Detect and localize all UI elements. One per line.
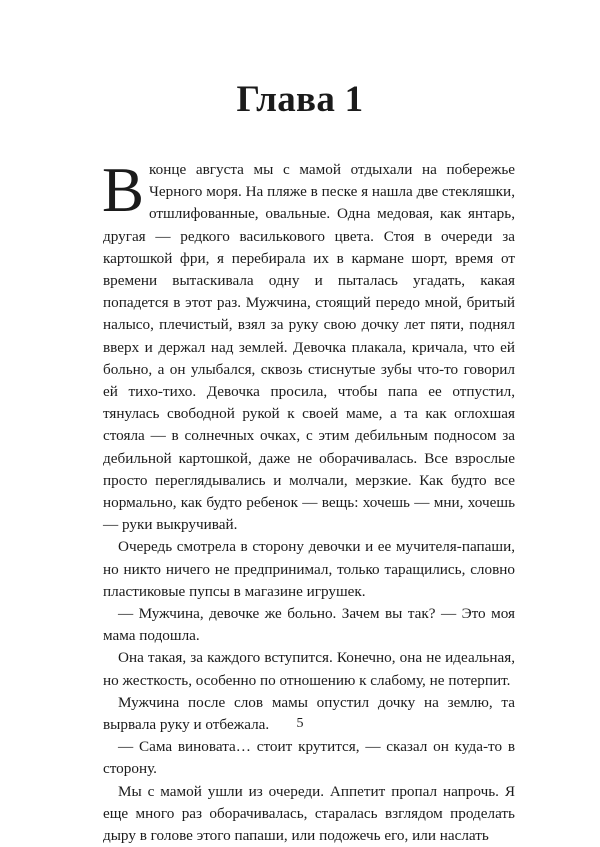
paragraph-5: Мужчина после слов мамы опустил дочку на землю, та вырвала руку и отбежала.: [103, 693, 515, 734]
paragraph-6: — Сама виновата… стоит крутится, — сказал он куда-то в сторону.: [103, 738, 515, 778]
paragraph-1: [102, 155, 515, 536]
page-number: 5: [296, 716, 304, 731]
paragraph-3: — Мужчина, девочке же больно. Зачем вы так? — Это моя мама подошла.: [103, 605, 515, 645]
drop-cap: В: [102, 155, 145, 225]
paragraph-2: Очередь смотрела в сторону девочки и ее мучителя-папаши, но никто ничего не предпринимал, только таращились, словно пластиковые пупсы в магазине игрушек.: [103, 538, 515, 600]
paragraph-7: Мы с мамой ушли из очереди. Аппетит пропал напрочь. Я еще много раз оборачивалась, старалась взглядом проделать дыру в голове этого папаши, или подожечь его, или наслать: [103, 782, 515, 845]
chapter-body: [102, 155, 515, 847]
paragraph-4: Она такая, за каждого вступится. Конечно, она не идеальная, но жесткость, особенно по отношению к слабому, не потерпит.: [103, 649, 515, 689]
paragraph-1-text: конце августа мы с мамой отдыхали на побережье Черного моря. На пляже в песке я нашла две стекляшки, отшлифованные, овальные. Одна медовая, как янтарь, другая — редкого василькового цвета. Стоя в очереди за картошкой фри, я перебирала их в кармане шорт, время от времени вытаскивала одну и пыталась угадать, какая попадется в этот раз. Мужчина, стоящий передо мной, бритый налысо, плечистый, взял за руку свою дочку лет пяти, поднял вверх и держал над землей. Девочка плакала, кричала, что ей больно, а он улыбался, сквозь стиснутые зубы что-то говорил ей тихо-тихо. Девочка просила, чтобы папа ее отпустил, тянулась свободной рукой к своей маме, а та как оглохшая стояла — в солнечных очках, с этим дебильным подносом за дебильной картошкой, даже не оборачивалась. Все взрослые просто переглядывались и молчали, мерзкие. Как будто все нормально, как будто ребенок — вещь: хочешь — мни, хочешь — руки выкручивай.: [103, 161, 515, 534]
chapter-title: Глава 1: [236, 79, 364, 120]
